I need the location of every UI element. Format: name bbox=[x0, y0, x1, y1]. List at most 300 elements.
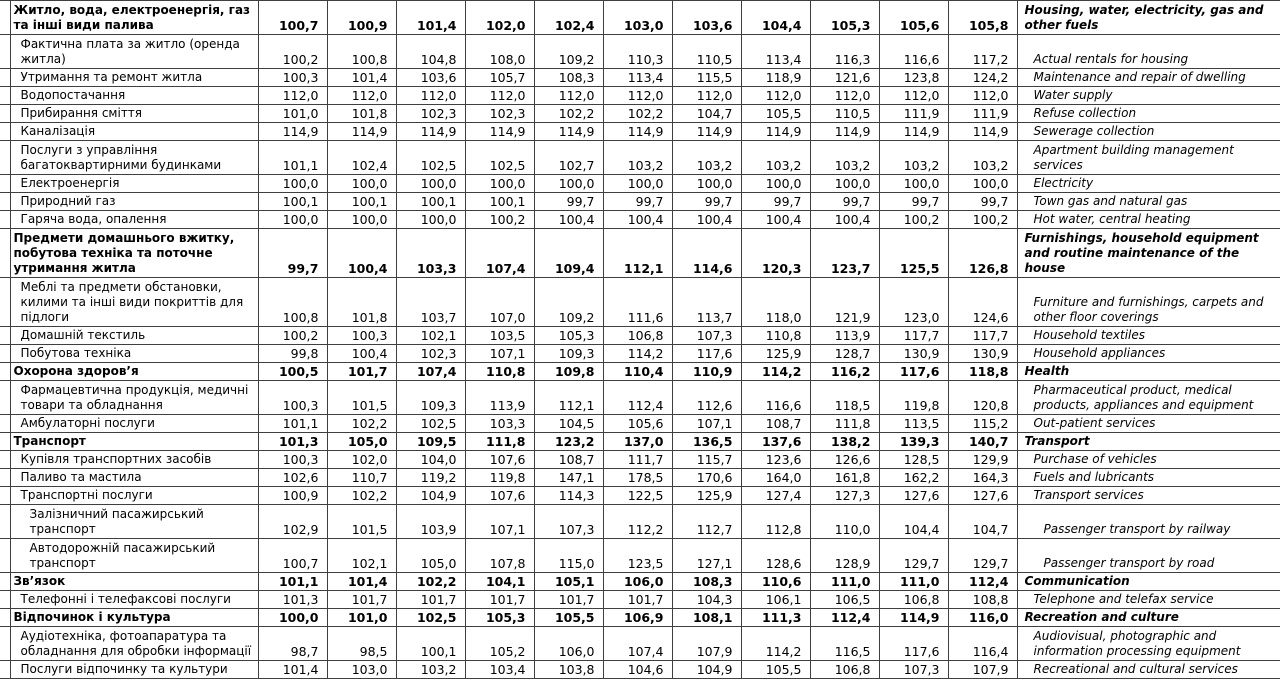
value-cell: 102,5 bbox=[396, 609, 465, 627]
row-label-en: Maintenance and repair of dwelling bbox=[1017, 69, 1280, 87]
value-cell: 111,9 bbox=[879, 105, 948, 123]
value-cell: 106,0 bbox=[603, 573, 672, 591]
value-cell: 114,9 bbox=[741, 123, 810, 141]
value-cell: 102,1 bbox=[396, 327, 465, 345]
value-cell: 126,8 bbox=[948, 229, 1017, 278]
value-cell: 104,9 bbox=[672, 661, 741, 679]
value-cell: 100,0 bbox=[258, 211, 327, 229]
value-cell: 102,0 bbox=[465, 1, 534, 35]
row-label-ua: Водопостачання bbox=[10, 87, 258, 105]
value-cell: 114,9 bbox=[534, 123, 603, 141]
value-cell: 113,7 bbox=[672, 278, 741, 327]
value-cell: 140,7 bbox=[948, 433, 1017, 451]
row-label-en: Furniture and furnishings, carpets and other floor coverings bbox=[1017, 278, 1280, 327]
value-cell: 100,0 bbox=[879, 175, 948, 193]
value-cell: 107,1 bbox=[465, 345, 534, 363]
value-cell: 103,2 bbox=[672, 141, 741, 175]
value-cell: 106,8 bbox=[879, 591, 948, 609]
value-cell: 125,9 bbox=[672, 487, 741, 505]
value-cell: 137,6 bbox=[741, 433, 810, 451]
row-indent-cell bbox=[0, 591, 10, 609]
value-cell: 105,3 bbox=[810, 1, 879, 35]
value-cell: 111,0 bbox=[810, 573, 879, 591]
value-cell: 127,4 bbox=[741, 487, 810, 505]
table-row bbox=[0, 105, 1280, 123]
value-cell: 101,7 bbox=[465, 591, 534, 609]
value-cell: 116,0 bbox=[948, 609, 1017, 627]
value-cell: 113,4 bbox=[741, 35, 810, 69]
value-cell: 106,8 bbox=[603, 327, 672, 345]
row-label-en: Communication bbox=[1017, 573, 1280, 591]
value-cell: 100,4 bbox=[810, 211, 879, 229]
row-indent-cell bbox=[0, 505, 10, 539]
value-cell: 101,0 bbox=[258, 105, 327, 123]
row-label-ua: Телефонні і телефаксові послуги bbox=[10, 591, 258, 609]
section-row bbox=[0, 609, 1280, 627]
value-cell: 100,3 bbox=[258, 69, 327, 87]
table-row bbox=[0, 469, 1280, 487]
value-cell: 115,5 bbox=[672, 69, 741, 87]
row-label-en: Electricity bbox=[1017, 175, 1280, 193]
value-cell: 100,0 bbox=[741, 175, 810, 193]
value-cell: 100,5 bbox=[258, 363, 327, 381]
value-cell: 111,6 bbox=[603, 278, 672, 327]
value-cell: 100,0 bbox=[396, 211, 465, 229]
value-cell: 104,7 bbox=[672, 105, 741, 123]
value-cell: 105,5 bbox=[741, 105, 810, 123]
value-cell: 115,0 bbox=[534, 539, 603, 573]
value-cell: 100,8 bbox=[327, 35, 396, 69]
value-cell: 100,1 bbox=[465, 193, 534, 211]
value-cell: 102,5 bbox=[465, 141, 534, 175]
table-row bbox=[0, 278, 1280, 327]
value-cell: 100,3 bbox=[327, 327, 396, 345]
value-cell: 117,6 bbox=[672, 345, 741, 363]
value-cell: 101,5 bbox=[327, 381, 396, 415]
table-row bbox=[0, 123, 1280, 141]
value-cell: 107,1 bbox=[672, 415, 741, 433]
row-label-ua: Гаряча вода, опалення bbox=[10, 211, 258, 229]
value-cell: 100,4 bbox=[534, 211, 603, 229]
value-cell: 112,4 bbox=[810, 609, 879, 627]
value-cell: 138,2 bbox=[810, 433, 879, 451]
row-indent-cell bbox=[0, 539, 10, 573]
value-cell: 109,3 bbox=[396, 381, 465, 415]
value-cell: 128,6 bbox=[741, 539, 810, 573]
value-cell: 100,1 bbox=[327, 193, 396, 211]
value-cell: 101,5 bbox=[327, 505, 396, 539]
section-row bbox=[0, 229, 1280, 278]
row-label-en: Household appliances bbox=[1017, 345, 1280, 363]
value-cell: 123,5 bbox=[603, 539, 672, 573]
value-cell: 105,3 bbox=[465, 609, 534, 627]
value-cell: 117,6 bbox=[879, 627, 948, 661]
row-label-en: Furnishings, household equipment and routine maintenance of the house bbox=[1017, 229, 1280, 278]
value-cell: 102,4 bbox=[534, 1, 603, 35]
value-cell: 108,7 bbox=[741, 415, 810, 433]
value-cell: 100,7 bbox=[258, 539, 327, 573]
value-cell: 106,5 bbox=[810, 591, 879, 609]
value-cell: 101,8 bbox=[327, 105, 396, 123]
row-indent-cell bbox=[0, 69, 10, 87]
value-cell: 101,4 bbox=[327, 573, 396, 591]
value-cell: 102,2 bbox=[327, 487, 396, 505]
value-cell: 99,7 bbox=[603, 193, 672, 211]
value-cell: 128,9 bbox=[810, 539, 879, 573]
row-label-en: Water supply bbox=[1017, 87, 1280, 105]
value-cell: 104,9 bbox=[396, 487, 465, 505]
value-cell: 112,0 bbox=[396, 87, 465, 105]
value-cell: 115,7 bbox=[672, 451, 741, 469]
value-cell: 127,3 bbox=[810, 487, 879, 505]
table-row bbox=[0, 35, 1280, 69]
value-cell: 109,4 bbox=[534, 229, 603, 278]
value-cell: 113,9 bbox=[810, 327, 879, 345]
value-cell: 110,5 bbox=[810, 105, 879, 123]
value-cell: 119,2 bbox=[396, 469, 465, 487]
row-indent-cell bbox=[0, 35, 10, 69]
value-cell: 121,6 bbox=[810, 69, 879, 87]
value-cell: 107,4 bbox=[465, 229, 534, 278]
value-cell: 105,1 bbox=[534, 573, 603, 591]
row-indent-cell bbox=[0, 278, 10, 327]
value-cell: 101,4 bbox=[327, 69, 396, 87]
row-label-en: Health bbox=[1017, 363, 1280, 381]
value-cell: 114,2 bbox=[603, 345, 672, 363]
value-cell: 128,5 bbox=[879, 451, 948, 469]
value-cell: 107,0 bbox=[465, 278, 534, 327]
value-cell: 122,5 bbox=[603, 487, 672, 505]
value-cell: 125,9 bbox=[741, 345, 810, 363]
value-cell: 103,8 bbox=[534, 661, 603, 679]
table-row bbox=[0, 345, 1280, 363]
table-row bbox=[0, 627, 1280, 661]
value-cell: 111,0 bbox=[879, 573, 948, 591]
row-label-ua: Транспорт bbox=[10, 433, 258, 451]
value-cell: 139,3 bbox=[879, 433, 948, 451]
value-cell: 110,4 bbox=[603, 363, 672, 381]
value-cell: 112,0 bbox=[465, 87, 534, 105]
value-cell: 105,2 bbox=[465, 627, 534, 661]
value-cell: 107,3 bbox=[879, 661, 948, 679]
value-cell: 104,4 bbox=[879, 505, 948, 539]
table-row bbox=[0, 211, 1280, 229]
value-cell: 103,2 bbox=[879, 141, 948, 175]
value-cell: 106,8 bbox=[810, 661, 879, 679]
section-row bbox=[0, 363, 1280, 381]
row-label-en: Recreational and cultural services bbox=[1017, 661, 1280, 679]
value-cell: 102,5 bbox=[396, 415, 465, 433]
value-cell: 119,8 bbox=[465, 469, 534, 487]
value-cell: 102,2 bbox=[327, 415, 396, 433]
table-row bbox=[0, 539, 1280, 573]
value-cell: 110,8 bbox=[741, 327, 810, 345]
table-row bbox=[0, 415, 1280, 433]
row-label-ua: Послуги з управління багатоквартирними будинками bbox=[10, 141, 258, 175]
value-cell: 98,5 bbox=[327, 627, 396, 661]
value-cell: 105,3 bbox=[534, 327, 603, 345]
value-cell: 161,8 bbox=[810, 469, 879, 487]
table-row bbox=[0, 141, 1280, 175]
row-label-ua: Фармацевтична продукція, медичні товари та обладнання bbox=[10, 381, 258, 415]
value-cell: 116,4 bbox=[948, 627, 1017, 661]
value-cell: 111,8 bbox=[465, 433, 534, 451]
value-cell: 110,9 bbox=[672, 363, 741, 381]
value-cell: 102,5 bbox=[396, 141, 465, 175]
value-cell: 147,1 bbox=[534, 469, 603, 487]
row-label-en: Passenger transport by road bbox=[1017, 539, 1280, 573]
table-row bbox=[0, 661, 1280, 679]
value-cell: 110,5 bbox=[672, 35, 741, 69]
row-indent-cell bbox=[0, 141, 10, 175]
value-cell: 105,6 bbox=[879, 1, 948, 35]
value-cell: 107,4 bbox=[396, 363, 465, 381]
value-cell: 100,0 bbox=[810, 175, 879, 193]
value-cell: 129,9 bbox=[948, 451, 1017, 469]
section-row bbox=[0, 573, 1280, 591]
row-indent-cell bbox=[0, 451, 10, 469]
value-cell: 102,2 bbox=[534, 105, 603, 123]
value-cell: 98,7 bbox=[258, 627, 327, 661]
value-cell: 101,1 bbox=[258, 573, 327, 591]
value-cell: 118,5 bbox=[810, 381, 879, 415]
value-cell: 107,9 bbox=[948, 661, 1017, 679]
row-indent-cell bbox=[0, 345, 10, 363]
row-label-ua: Автодорожній пасажирський транспорт bbox=[10, 539, 258, 573]
value-cell: 125,5 bbox=[879, 229, 948, 278]
row-label-ua: Житло, вода, електроенергія, газ та інші види палива bbox=[10, 1, 258, 35]
value-cell: 112,0 bbox=[810, 87, 879, 105]
value-cell: 102,1 bbox=[327, 539, 396, 573]
value-cell: 100,4 bbox=[327, 229, 396, 278]
value-cell: 129,7 bbox=[948, 539, 1017, 573]
row-indent-cell bbox=[0, 415, 10, 433]
value-cell: 117,7 bbox=[879, 327, 948, 345]
value-cell: 112,0 bbox=[672, 87, 741, 105]
value-cell: 100,0 bbox=[258, 175, 327, 193]
value-cell: 112,8 bbox=[741, 505, 810, 539]
value-cell: 102,3 bbox=[396, 345, 465, 363]
value-cell: 114,3 bbox=[534, 487, 603, 505]
value-cell: 107,6 bbox=[465, 451, 534, 469]
table-row bbox=[0, 505, 1280, 539]
table-row bbox=[0, 327, 1280, 345]
value-cell: 108,1 bbox=[672, 609, 741, 627]
value-cell: 101,7 bbox=[603, 591, 672, 609]
value-cell: 100,0 bbox=[396, 175, 465, 193]
row-label-en: Refuse collection bbox=[1017, 105, 1280, 123]
value-cell: 111,8 bbox=[810, 415, 879, 433]
value-cell: 107,8 bbox=[465, 539, 534, 573]
value-cell: 100,2 bbox=[948, 211, 1017, 229]
row-label-en: Recreation and culture bbox=[1017, 609, 1280, 627]
value-cell: 101,8 bbox=[327, 278, 396, 327]
value-cell: 103,3 bbox=[465, 415, 534, 433]
value-cell: 112,0 bbox=[741, 87, 810, 105]
value-cell: 130,9 bbox=[879, 345, 948, 363]
value-cell: 111,3 bbox=[741, 609, 810, 627]
value-cell: 101,3 bbox=[258, 591, 327, 609]
value-cell: 100,1 bbox=[396, 627, 465, 661]
value-cell: 117,7 bbox=[948, 327, 1017, 345]
value-cell: 114,9 bbox=[396, 123, 465, 141]
row-indent-cell bbox=[0, 363, 10, 381]
value-cell: 111,9 bbox=[948, 105, 1017, 123]
value-cell: 109,3 bbox=[534, 345, 603, 363]
value-cell: 109,5 bbox=[396, 433, 465, 451]
table-row bbox=[0, 69, 1280, 87]
value-cell: 99,7 bbox=[948, 193, 1017, 211]
row-label-ua: Фактична плата за житло (оренда житла) bbox=[10, 35, 258, 69]
value-cell: 106,1 bbox=[741, 591, 810, 609]
value-cell: 102,6 bbox=[258, 469, 327, 487]
value-cell: 114,9 bbox=[672, 123, 741, 141]
value-cell: 101,4 bbox=[258, 661, 327, 679]
value-cell: 112,6 bbox=[672, 381, 741, 415]
row-label-en: Actual rentals for housing bbox=[1017, 35, 1280, 69]
value-cell: 106,9 bbox=[603, 609, 672, 627]
value-cell: 114,9 bbox=[327, 123, 396, 141]
cpi-table-body bbox=[0, 1, 1280, 679]
value-cell: 100,0 bbox=[948, 175, 1017, 193]
value-cell: 101,1 bbox=[258, 415, 327, 433]
row-indent-cell bbox=[0, 211, 10, 229]
value-cell: 103,9 bbox=[396, 505, 465, 539]
table-row bbox=[0, 175, 1280, 193]
section-row bbox=[0, 433, 1280, 451]
row-label-ua: Послуги відпочинку та культури bbox=[10, 661, 258, 679]
value-cell: 113,5 bbox=[879, 415, 948, 433]
row-label-ua: Амбулаторні послуги bbox=[10, 415, 258, 433]
value-cell: 103,2 bbox=[603, 141, 672, 175]
value-cell: 108,8 bbox=[948, 591, 1017, 609]
value-cell: 99,7 bbox=[672, 193, 741, 211]
value-cell: 102,0 bbox=[327, 451, 396, 469]
value-cell: 117,6 bbox=[879, 363, 948, 381]
value-cell: 113,9 bbox=[465, 381, 534, 415]
value-cell: 127,6 bbox=[879, 487, 948, 505]
value-cell: 105,5 bbox=[741, 661, 810, 679]
value-cell: 105,6 bbox=[603, 415, 672, 433]
row-indent-cell bbox=[0, 193, 10, 211]
value-cell: 112,0 bbox=[948, 87, 1017, 105]
value-cell: 104,6 bbox=[603, 661, 672, 679]
value-cell: 117,2 bbox=[948, 35, 1017, 69]
row-label-ua: Побутова техніка bbox=[10, 345, 258, 363]
value-cell: 102,2 bbox=[603, 105, 672, 123]
value-cell: 130,9 bbox=[948, 345, 1017, 363]
value-cell: 109,2 bbox=[534, 35, 603, 69]
value-cell: 113,4 bbox=[603, 69, 672, 87]
row-label-en: Town gas and natural gas bbox=[1017, 193, 1280, 211]
value-cell: 120,8 bbox=[948, 381, 1017, 415]
value-cell: 100,7 bbox=[258, 1, 327, 35]
section-row bbox=[0, 1, 1280, 35]
row-label-ua: Каналізація bbox=[10, 123, 258, 141]
value-cell: 100,2 bbox=[258, 35, 327, 69]
value-cell: 103,2 bbox=[741, 141, 810, 175]
value-cell: 107,9 bbox=[672, 627, 741, 661]
row-label-ua: Утримання та ремонт житла bbox=[10, 69, 258, 87]
row-indent-cell bbox=[0, 433, 10, 451]
value-cell: 112,0 bbox=[258, 87, 327, 105]
value-cell: 100,0 bbox=[258, 609, 327, 627]
value-cell: 108,0 bbox=[465, 35, 534, 69]
table-row bbox=[0, 591, 1280, 609]
row-indent-cell bbox=[0, 381, 10, 415]
value-cell: 100,2 bbox=[258, 327, 327, 345]
value-cell: 100,9 bbox=[258, 487, 327, 505]
row-indent-cell bbox=[0, 87, 10, 105]
row-label-en: Transport services bbox=[1017, 487, 1280, 505]
row-indent-cell bbox=[0, 661, 10, 679]
value-cell: 99,7 bbox=[534, 193, 603, 211]
value-cell: 101,1 bbox=[258, 141, 327, 175]
value-cell: 103,3 bbox=[396, 229, 465, 278]
value-cell: 100,9 bbox=[327, 1, 396, 35]
value-cell: 100,4 bbox=[603, 211, 672, 229]
value-cell: 116,6 bbox=[879, 35, 948, 69]
value-cell: 105,7 bbox=[465, 69, 534, 87]
value-cell: 124,2 bbox=[948, 69, 1017, 87]
row-label-ua: Купівля транспортних засобів bbox=[10, 451, 258, 469]
value-cell: 114,9 bbox=[948, 123, 1017, 141]
value-cell: 100,1 bbox=[396, 193, 465, 211]
value-cell: 116,2 bbox=[810, 363, 879, 381]
value-cell: 104,4 bbox=[741, 1, 810, 35]
value-cell: 100,8 bbox=[258, 278, 327, 327]
value-cell: 110,6 bbox=[741, 573, 810, 591]
value-cell: 118,9 bbox=[741, 69, 810, 87]
value-cell: 112,0 bbox=[879, 87, 948, 105]
row-indent-cell bbox=[0, 573, 10, 591]
value-cell: 106,0 bbox=[534, 627, 603, 661]
value-cell: 99,8 bbox=[258, 345, 327, 363]
value-cell: 114,9 bbox=[603, 123, 672, 141]
value-cell: 114,9 bbox=[810, 123, 879, 141]
value-cell: 118,0 bbox=[741, 278, 810, 327]
value-cell: 116,5 bbox=[810, 627, 879, 661]
value-cell: 137,0 bbox=[603, 433, 672, 451]
value-cell: 103,0 bbox=[327, 661, 396, 679]
value-cell: 103,0 bbox=[603, 1, 672, 35]
value-cell: 164,0 bbox=[741, 469, 810, 487]
value-cell: 101,7 bbox=[327, 591, 396, 609]
value-cell: 114,6 bbox=[672, 229, 741, 278]
value-cell: 107,6 bbox=[465, 487, 534, 505]
row-label-ua: Електроенергія bbox=[10, 175, 258, 193]
value-cell: 112,4 bbox=[603, 381, 672, 415]
value-cell: 99,7 bbox=[810, 193, 879, 211]
row-label-ua: Залізничний пасажирський транспорт bbox=[10, 505, 258, 539]
row-label-ua: Аудіотехніка, фотоапаратура та обладнання для обробки інформації bbox=[10, 627, 258, 661]
value-cell: 104,8 bbox=[396, 35, 465, 69]
value-cell: 102,9 bbox=[258, 505, 327, 539]
value-cell: 101,3 bbox=[258, 433, 327, 451]
value-cell: 114,9 bbox=[879, 123, 948, 141]
value-cell: 108,3 bbox=[672, 573, 741, 591]
value-cell: 110,0 bbox=[810, 505, 879, 539]
table-row bbox=[0, 87, 1280, 105]
table-row bbox=[0, 381, 1280, 415]
table-row bbox=[0, 451, 1280, 469]
row-indent-cell bbox=[0, 175, 10, 193]
value-cell: 108,3 bbox=[534, 69, 603, 87]
value-cell: 123,0 bbox=[879, 278, 948, 327]
value-cell: 109,8 bbox=[534, 363, 603, 381]
value-cell: 114,9 bbox=[258, 123, 327, 141]
row-indent-cell bbox=[0, 627, 10, 661]
